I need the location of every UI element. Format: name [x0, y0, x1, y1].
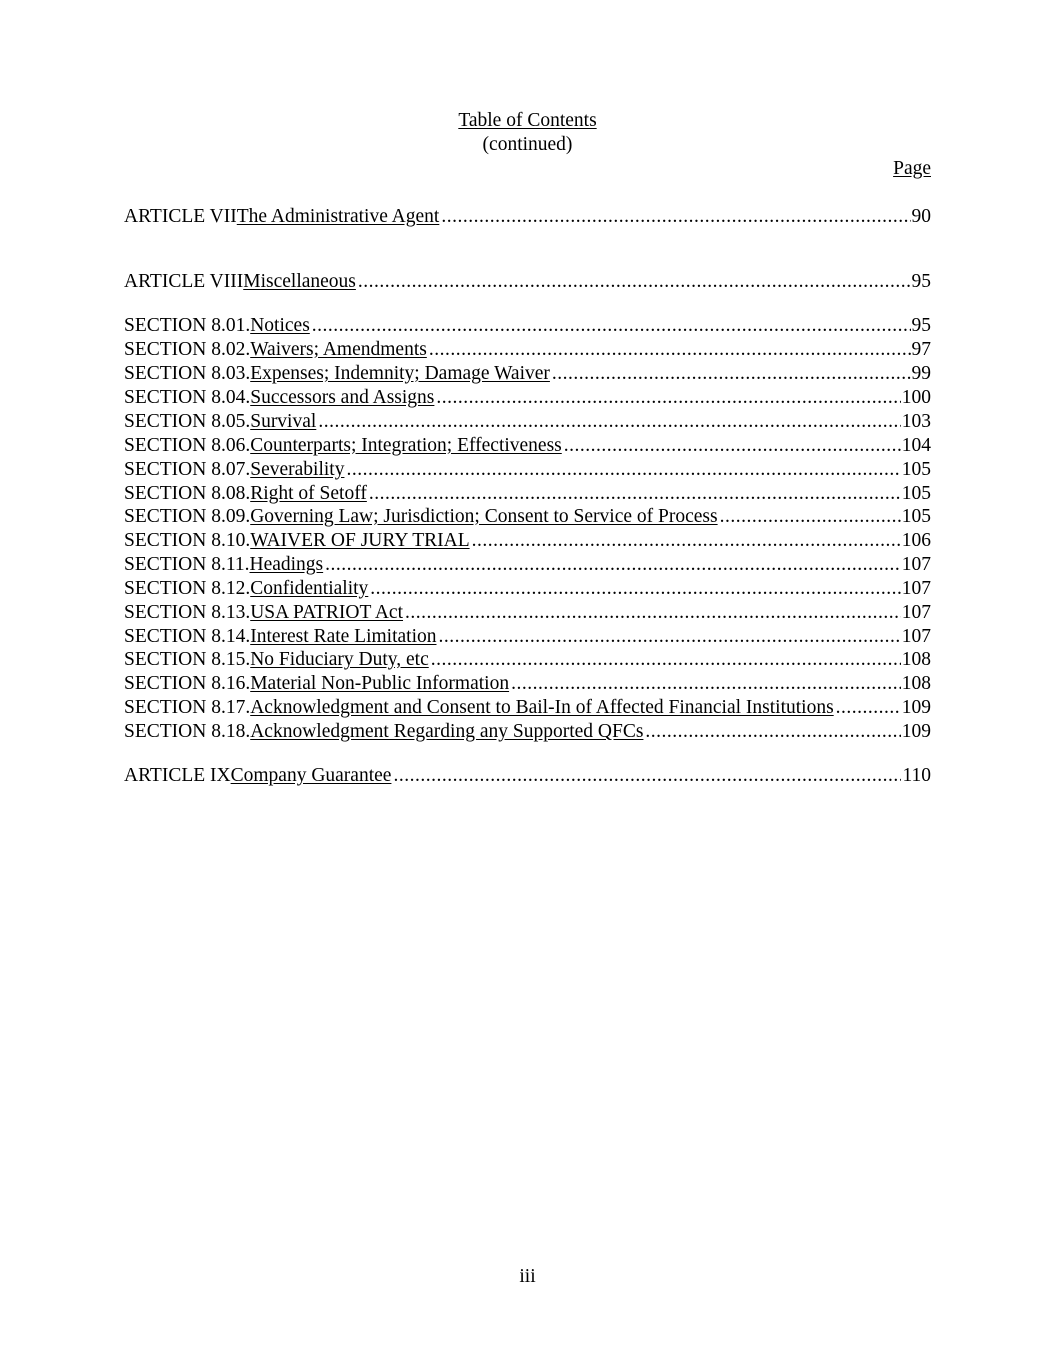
- toc-entry-section-8-11[interactable]: [124, 553, 931, 577]
- toc-entry-section-8-04[interactable]: [124, 386, 931, 410]
- toc-entry-page: 108: [901, 649, 931, 670]
- toc-entry-page: 107: [901, 578, 931, 599]
- dot-leader: [405, 601, 901, 625]
- toc-entry-prefix: SECTION 8.14.: [124, 626, 251, 647]
- toc-entry-section-8-07[interactable]: [124, 458, 931, 482]
- dot-leader: [370, 577, 900, 601]
- dot-leader: [358, 270, 911, 294]
- toc-entry-link[interactable]: Headings: [249, 554, 324, 575]
- toc-entry-page: 109: [901, 721, 931, 742]
- toc-entry-link[interactable]: Acknowledgment Regarding any Supported QFCs: [250, 721, 644, 742]
- toc-entry-section-8-06[interactable]: [124, 434, 931, 458]
- dot-leader: [439, 625, 901, 649]
- dot-leader: [312, 314, 911, 338]
- page-number: iii: [519, 1266, 536, 1287]
- toc-entry-prefix: SECTION 8.10.: [124, 530, 251, 551]
- toc-entry-page: 105: [901, 506, 931, 527]
- toc-entry-link[interactable]: Waivers; Amendments: [250, 339, 427, 360]
- toc-title: [0, 110, 1055, 132]
- toc-entry-prefix: SECTION 8.09.: [124, 506, 251, 527]
- dot-leader: [645, 720, 900, 744]
- toc-title-text: Table of Contents: [458, 110, 597, 131]
- dot-leader: [325, 553, 901, 577]
- toc-entry-link[interactable]: Notices: [250, 315, 310, 336]
- toc-entry-page: 95: [911, 315, 931, 336]
- dot-leader: [564, 434, 901, 458]
- toc-entry-section-8-02[interactable]: [124, 338, 931, 362]
- toc-entry-article-7[interactable]: [124, 205, 931, 229]
- toc-entry-page: 95: [911, 271, 931, 292]
- dot-leader: [511, 672, 901, 696]
- toc-entry-prefix: SECTION 8.04.: [124, 387, 251, 408]
- toc-entry-page: 103: [901, 411, 931, 432]
- dot-leader: [836, 696, 901, 720]
- toc-entry-section-8-15[interactable]: [124, 648, 931, 672]
- toc-entry-prefix: SECTION 8.07.: [124, 459, 251, 480]
- toc-entry-link[interactable]: WAIVER OF JURY TRIAL: [250, 530, 470, 551]
- toc-entry-section-8-12[interactable]: [124, 577, 931, 601]
- toc-entry-page: 90: [911, 206, 931, 227]
- toc-subtitle: (continued): [482, 134, 573, 155]
- toc-entry-page: 100: [901, 387, 931, 408]
- toc-entry-link[interactable]: Confidentiality: [250, 578, 369, 599]
- toc-entry-article-9[interactable]: [124, 764, 931, 788]
- toc-entry-section-8-16[interactable]: [124, 672, 931, 696]
- toc-entry-page: 108: [901, 673, 931, 694]
- dot-leader: [318, 410, 900, 434]
- toc-entry-link[interactable]: Expenses; Indemnity; Damage Waiver: [250, 363, 550, 384]
- dot-leader: [552, 362, 911, 386]
- toc-entry-page: 107: [901, 554, 931, 575]
- toc-entry-prefix: ARTICLE VIII: [124, 271, 244, 292]
- toc-entry-link[interactable]: Right of Setoff: [250, 483, 367, 504]
- toc-entry-link[interactable]: No Fiduciary Duty, etc: [250, 649, 429, 670]
- toc-entry-section-8-08[interactable]: [124, 482, 931, 506]
- toc-entry-prefix: SECTION 8.03.: [124, 363, 251, 384]
- dot-leader: [429, 338, 911, 362]
- toc-entry-page: 105: [901, 483, 931, 504]
- toc-entry-page: 107: [901, 626, 931, 647]
- toc-entry-page: 97: [911, 339, 931, 360]
- toc-entry-section-8-14[interactable]: [124, 625, 931, 649]
- dot-leader: [436, 386, 900, 410]
- toc-entry-prefix: SECTION 8.01.: [124, 315, 251, 336]
- toc-entry-section-8-05[interactable]: [124, 410, 931, 434]
- toc-entry-page: 105: [901, 459, 931, 480]
- dot-leader: [720, 505, 901, 529]
- toc-entry-prefix: SECTION 8.12.: [124, 578, 251, 599]
- toc-entry-section-8-09[interactable]: [124, 505, 931, 529]
- toc-entry-page: 104: [901, 435, 931, 456]
- toc-entry-prefix: SECTION 8.06.: [124, 435, 251, 456]
- toc-entry-prefix: ARTICLE IX: [124, 765, 231, 786]
- toc-entry-prefix: SECTION 8.08.: [124, 483, 251, 504]
- toc-entry-prefix: ARTICLE VII: [124, 206, 237, 227]
- toc-entry-prefix: SECTION 8.13.: [124, 602, 251, 623]
- dot-leader: [441, 205, 910, 229]
- toc-entry-article-8[interactable]: [124, 270, 931, 294]
- toc-entry-section-8-13[interactable]: [124, 601, 931, 625]
- toc-entry-prefix: SECTION 8.02.: [124, 339, 251, 360]
- dot-leader: [346, 458, 900, 482]
- toc-entry-link[interactable]: Company Guarantee: [230, 765, 392, 786]
- toc-entry-link[interactable]: Successors and Assigns: [250, 387, 435, 408]
- toc-entry-section-8-17[interactable]: [124, 696, 931, 720]
- toc-entry-link[interactable]: Acknowledgment and Consent to Bail-In of Affected Financial Institutions: [250, 697, 834, 718]
- toc-entry-link[interactable]: Material Non-Public Information: [250, 673, 510, 694]
- dot-leader: [369, 482, 901, 506]
- page-column-label: Page: [893, 158, 931, 179]
- toc-entry-link[interactable]: USA PATRIOT Act: [250, 602, 404, 623]
- toc-entry-page: 99: [911, 363, 931, 384]
- toc-entry-link[interactable]: The Administrative Agent: [236, 206, 440, 227]
- toc-entry-page: 110: [902, 765, 931, 786]
- toc-entry-section-8-01[interactable]: [124, 314, 931, 338]
- dot-leader: [393, 764, 901, 788]
- toc-entry-prefix: SECTION 8.18.: [124, 721, 251, 742]
- toc-entry-link[interactable]: Counterparts; Integration; Effectiveness: [250, 435, 562, 456]
- toc-entry-page: 109: [901, 697, 931, 718]
- toc-entry-section-8-10[interactable]: [124, 529, 931, 553]
- toc-entry-section-8-18[interactable]: [124, 720, 931, 744]
- toc-entry-prefix: SECTION 8.17.: [124, 697, 251, 718]
- toc-entry-link[interactable]: Miscellaneous: [243, 271, 356, 292]
- toc-entry-page: 107: [901, 602, 931, 623]
- toc-entry-prefix: SECTION 8.16.: [124, 673, 251, 694]
- toc-entry-link[interactable]: Governing Law; Jurisdiction; Consent to Service of Process: [250, 506, 718, 527]
- toc-entry-link[interactable]: Severability: [250, 459, 345, 480]
- dot-leader: [431, 648, 901, 672]
- dot-leader: [472, 529, 901, 553]
- toc-entry-prefix: SECTION 8.15.: [124, 649, 251, 670]
- toc-entry-link[interactable]: Interest Rate Limitation: [250, 626, 437, 647]
- toc-entry-page: 106: [901, 530, 931, 551]
- toc-entry-section-8-03[interactable]: [124, 362, 931, 386]
- toc-entry-prefix: SECTION 8.11.: [124, 554, 250, 575]
- toc-entry-link[interactable]: Survival: [250, 411, 317, 432]
- toc-entry-prefix: SECTION 8.05.: [124, 411, 251, 432]
